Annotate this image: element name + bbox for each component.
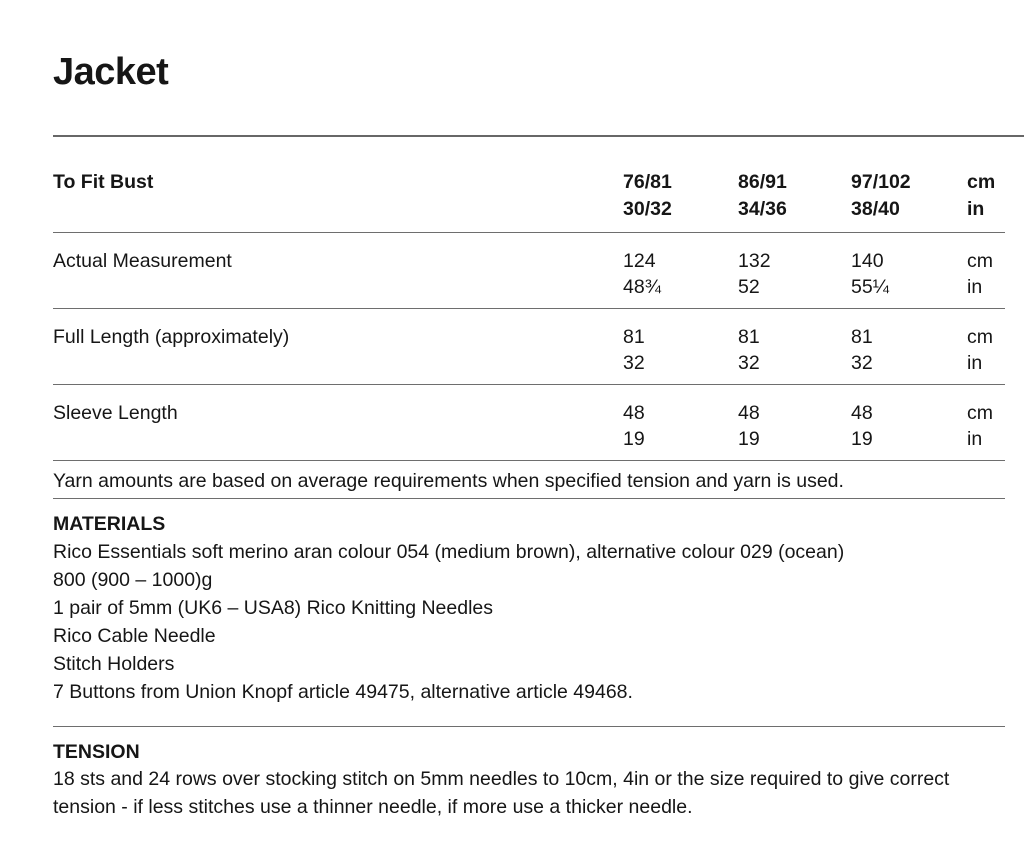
row-label: Full Length (approximately) <box>53 326 290 348</box>
materials-line: 1 pair of 5mm (UK6 – USA8) Rico Knitting Needles <box>53 597 494 619</box>
row-units: cm in <box>967 326 993 374</box>
size-table-header <box>53 137 1005 232</box>
page-content <box>53 135 1005 821</box>
header-units: cm in <box>967 171 996 220</box>
materials-line: Rico Essentials soft merino aran colour 054 (medium brown), alternative colour 029 (ocean) <box>53 541 845 563</box>
materials-heading: MATERIALS <box>53 513 166 535</box>
header-label: To Fit Bust <box>53 171 154 193</box>
row-value-size-1: 81 32 <box>623 326 645 374</box>
materials-line: Stitch Holders <box>53 653 175 675</box>
row-value-size-3: 48 19 <box>851 402 873 450</box>
materials-section <box>53 499 1005 706</box>
row-label: Sleeve Length <box>53 402 178 424</box>
row-value-size-2: 81 32 <box>738 326 760 374</box>
row-value-size-1: 124 48¾ <box>623 250 661 298</box>
tension-text: 18 sts and 24 rows over stocking stitch on 5mm needles to 10cm, 4in or the size required to give correct tension - if less stitches use a thinner needle, if more use a thicker needle. <box>53 768 950 818</box>
row-label: Actual Measurement <box>53 250 232 272</box>
row-value-size-1: 48 19 <box>623 402 645 450</box>
header-size-1: 76/81 30/32 <box>623 171 672 220</box>
materials-line: 800 (900 – 1000)g <box>53 569 213 591</box>
row-value-size-3: 81 32 <box>851 326 873 374</box>
size-table <box>53 137 1005 499</box>
row-value-size-2: 48 19 <box>738 402 760 450</box>
tension-section <box>53 727 1005 821</box>
yarn-amounts-note: Yarn amounts are based on average requirements when specified tension and yarn is used. <box>53 470 844 492</box>
row-units: cm in <box>967 250 993 298</box>
page-title: Jacket <box>53 51 169 93</box>
header-size-2: 86/91 34/36 <box>738 171 787 220</box>
table-row-sleeve-length <box>53 385 1005 460</box>
materials-line: 7 Buttons from Union Knopf article 49475, alternative article 49468. <box>53 681 633 703</box>
table-row-full-length <box>53 309 1005 384</box>
row-units: cm in <box>967 402 993 450</box>
table-row-actual-measurement <box>53 233 1005 308</box>
row-value-size-3: 140 55¼ <box>851 250 889 298</box>
row-value-size-2: 132 52 <box>738 250 771 298</box>
header-size-3: 97/102 38/40 <box>851 171 911 220</box>
tension-heading: TENSION <box>53 741 140 763</box>
materials-line: Rico Cable Needle <box>53 625 216 647</box>
